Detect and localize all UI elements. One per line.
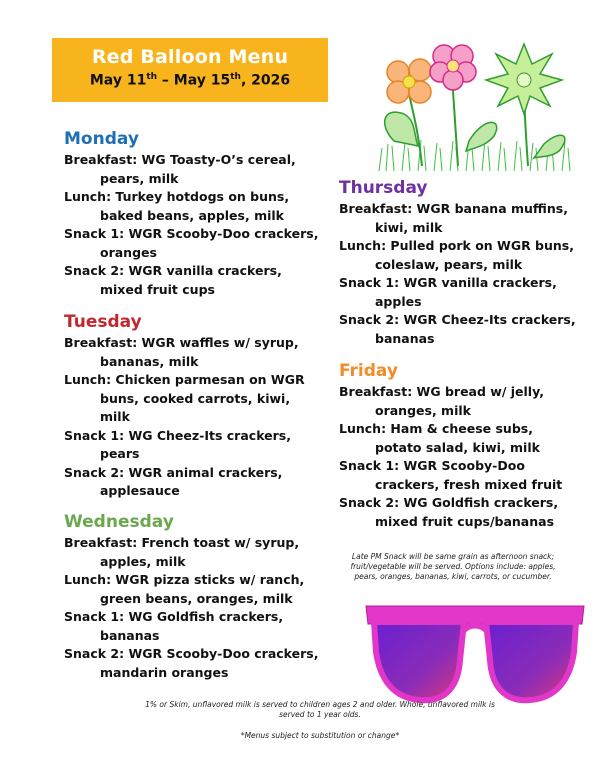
friday-snack2: Snack 2: WG Goldfish crackers, mixed fruit cups/bananas — [339, 495, 559, 529]
thursday-breakfast: Breakfast: WGR banana muffins, kiwi, milk — [339, 201, 568, 235]
wednesday-snack1: Snack 1: WG Goldfish crackers, bananas — [64, 609, 284, 643]
friday-lunch: Lunch: Ham & cheese subs, potato salad, kiwi, milk — [339, 421, 540, 455]
sunglasses-illustration — [360, 600, 590, 710]
thursday-lunch: Lunch: Pulled pork on WGR buns, coleslaw, pears, milk — [339, 238, 574, 272]
substitution-note: *Menus subject to substitution or change* — [240, 731, 400, 740]
tuesday-breakfast: Breakfast: WGR waffles w/ syrup, bananas, milk — [64, 335, 299, 369]
monday-breakfast: Breakfast: WG Toasty-O’s cereal, pears, milk — [64, 152, 296, 186]
flowers-illustration — [374, 36, 574, 176]
day-title-tuesday: Tuesday — [64, 312, 142, 332]
day-title-wednesday: Wednesday — [64, 512, 174, 532]
milk-note: 1% or Skim, unflavored milk is served to children ages 2 and older. Whole, unflavored milk is served to 1 year olds. — [145, 700, 495, 719]
day-wednesday — [64, 512, 324, 682]
tuesday-snack1: Snack 1: WG Cheez-Its crackers, pears — [64, 427, 291, 461]
thursday-snack1: Snack 1: WGR vanilla crackers, apples — [339, 275, 557, 309]
menu-title: Red Balloon Menu — [91, 46, 289, 68]
wednesday-lunch: Lunch: WGR pizza sticks w/ ranch, green beans, oranges, milk — [64, 572, 305, 606]
monday-snack2: Snack 2: WGR vanilla crackers, mixed fruit cups — [64, 263, 282, 297]
day-thursday — [339, 178, 579, 348]
monday-lunch: Lunch: Turkey hotdogs on buns, baked beans, apples, milk — [64, 189, 290, 223]
tuesday-lunch: Lunch: Chicken parmesan on WGR buns, cooked carrots, kiwi, milk — [64, 372, 305, 424]
late-pm-snack-note: Late PM Snack will be same grain as afternoon snack; fruit/vegetable will be served. Options include: apples, pears, oranges, bananas, kiwi, carrots, or cucumber. — [350, 552, 556, 581]
day-friday — [339, 361, 579, 531]
friday-snack1: Snack 1: WGR Scooby-Doo crackers, fresh mixed fruit — [339, 458, 563, 492]
wednesday-snack2: Snack 2: WGR Scooby-Doo crackers, mandarin oranges — [64, 646, 319, 680]
day-monday — [64, 129, 324, 299]
friday-breakfast: Breakfast: WG bread w/ jelly, oranges, milk — [339, 384, 545, 418]
day-title-friday: Friday — [339, 361, 398, 381]
day-title-monday: Monday — [64, 129, 139, 149]
monday-snack1: Snack 1: WGR Scooby-Doo crackers, oranges — [64, 226, 319, 260]
thursday-snack2: Snack 2: WGR Cheez-Its crackers, bananas — [339, 312, 576, 346]
day-tuesday — [64, 312, 324, 501]
day-title-thursday: Thursday — [339, 178, 428, 198]
menu-header — [52, 38, 328, 102]
menu-dates: May 11th – May 15th, 2026 — [89, 72, 291, 89]
wednesday-breakfast: Breakfast: French toast w/ syrup, apples, milk — [64, 535, 300, 569]
tuesday-snack2: Snack 2: WGR animal crackers, applesauce — [64, 464, 283, 498]
